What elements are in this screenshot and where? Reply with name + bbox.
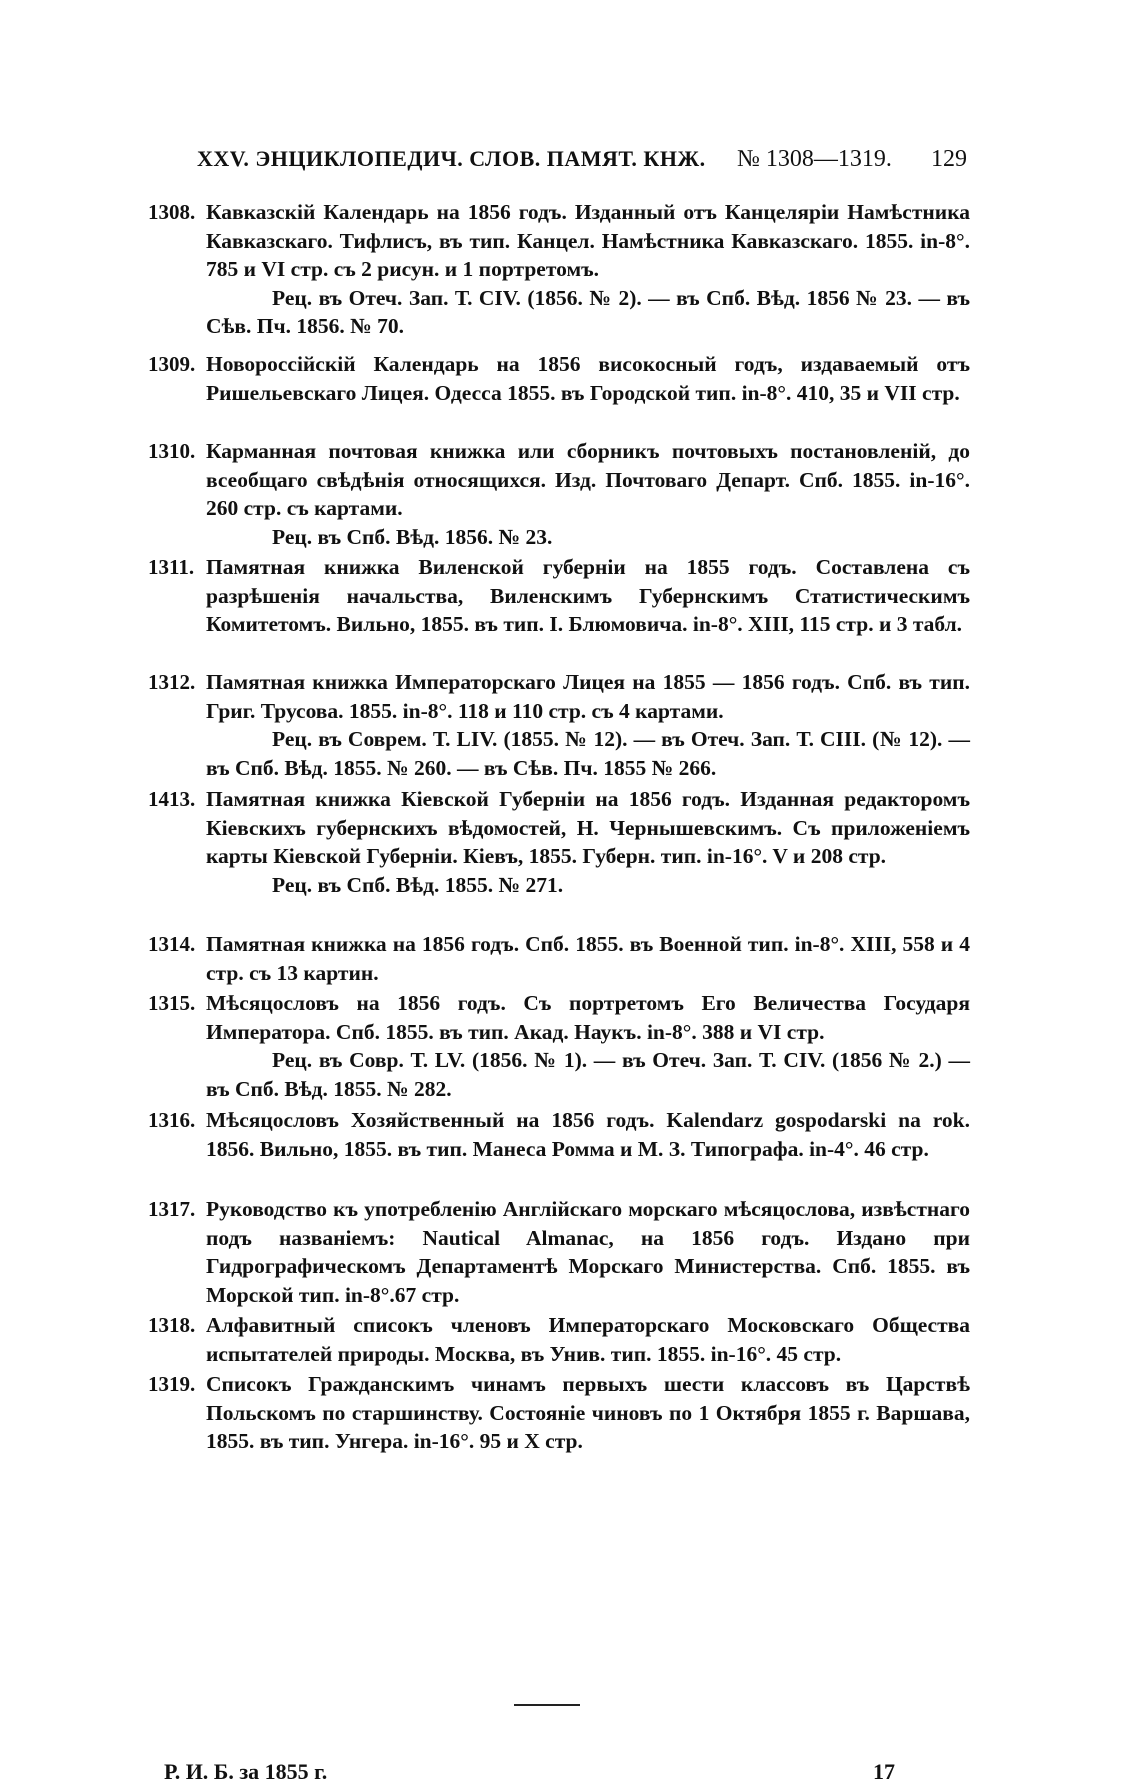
entry-text: Мѣсяцословъ на 1856 годъ. Съ портретомъ Его Величества Государя Императора. Спб. 1855. въ тип. Акад. Наукъ. in-8°. 388 и VI стр. (206, 991, 970, 1044)
entry-1309 (148, 350, 970, 407)
entry-text: Памятная книжка на 1856 годъ. Спб. 1855. въ Военной тип. in-8°. XIII, 558 и 4 стр. съ 13 картин. (206, 932, 970, 985)
entry-number: 1413. (148, 787, 196, 811)
entry-1314 (148, 930, 970, 987)
entry-text: Кавказскій Календарь на 1856 годъ. Изданный отъ Канцеляріи Намѣстника Кавказскаго. Тифлисъ, въ тип. Канцел. Намѣстника Кавказскаго. 1855. in-8°. 785 и VI стр. съ 2 рисун. и 1 портретомъ. (206, 200, 970, 281)
entry-1315 (148, 989, 970, 1103)
entry-text: Памятная книжка Кіевской Губерніи на 1856 годъ. Изданная редакторомъ Кіевскихъ губернскихъ вѣдомостей, Н. Чернышевскимъ. Съ приложеніемъ карты Кіевской Губерніи. Кіевъ, 1855. Губерн. тип. in-16°. V и 208 стр. (206, 787, 970, 868)
entry-1318 (148, 1311, 970, 1368)
running-head-title: XXV. ЭНЦИКЛОПЕДИЧ. СЛОВ. ПАМЯТ. КНЖ. (197, 146, 706, 171)
entry-text: Мѣсяцословъ Хозяйственный на 1856 годъ. Kalendarz gospodarski na rok. 1856. Вильно, 1855. въ тип. Манеса Ромма и М. З. Типографа. in-4°. 46 стр. (206, 1108, 970, 1161)
entry-text: Памятная книжка Императорскаго Лицея на 1855 — 1856 годъ. Спб. въ тип. Григ. Трусова. 1855. in-8°. 118 и 110 стр. съ 4 картами. (206, 670, 970, 723)
entry-1316 (148, 1106, 970, 1163)
entry-text: Новороссійскій Календарь на 1856 високосный годъ, издаваемый отъ Ришельевскаго Лицея. Одесса 1855. въ Городской тип. in-8°. 410, 35 и VII стр. (206, 352, 970, 405)
running-head-range: № 1308—1319. (737, 146, 892, 172)
entry-number: 1314. (148, 932, 196, 956)
entry-text: Руководство къ употребленію Англійскаго морскаго мѣсяцослова, извѣстнаго подъ названіемъ: Nautical Almanac, на 1856 годъ. Издано при Гидрографическомъ Департаментѣ Морскаго Министерства. Спб. 1855. въ Морской тип. in-8°.67 стр. (206, 1197, 970, 1307)
entry-text: Карманная почтовая книжка или сборникъ почтовыхъ постановленій, до всеобщаго свѣдѣнія относящихся. Изд. Почтоваго Департ. Спб. 1855. in-16°. 260 стр. съ картами. (206, 439, 970, 520)
section-divider (514, 1704, 580, 1706)
entry-1311 (148, 553, 970, 639)
entry-text: Алфавитный списокъ членовъ Императорскаго Московскаго Общества испытателей природы. Москва, въ Унив. тип. 1855. in-16°. 45 стр. (206, 1313, 970, 1366)
entry-number: 1308. (148, 200, 196, 224)
entry-number: 1319. (148, 1372, 196, 1396)
entry-review: Рец. въ Спб. Вѣд. 1855. № 271. (272, 872, 564, 897)
entry-1312 (148, 668, 970, 782)
entry-1308 (148, 198, 970, 341)
entry-number: 1318. (148, 1313, 196, 1337)
entry-number: 1310. (148, 439, 196, 463)
entry-text: Памятная книжка Виленской губерніи на 1855 годъ. Составлена съ разрѣшенія начальства, Виленскимъ Губернскимъ Статистическимъ Комитетомъ. Вильно, 1855. въ тип. І. Блюмовича. in-8°. XIII, 115 стр. и 3 табл. (206, 555, 970, 636)
entry-1413 (148, 785, 970, 899)
entry-number: 1309. (148, 352, 196, 376)
running-head (197, 146, 967, 178)
entry-number: 1316. (148, 1108, 196, 1132)
entry-number: 1311. (148, 555, 195, 579)
entry-review: Рец. въ Соврем. Т. LIV. (1855. № 12). — въ Отеч. Зап. Т. CIII. (№ 12). — въ Спб. Вѣд. 1855. № 260. — въ Сѣв. Пч. 1855 № 266. (206, 727, 970, 780)
entry-1310 (148, 437, 970, 551)
entry-1319 (148, 1370, 970, 1456)
footer-sheet-number: 17 (873, 1759, 895, 1784)
entry-1317 (148, 1195, 970, 1309)
page-number: 129 (931, 146, 967, 172)
entry-review: Рец. въ Совр. Т. LV. (1856. № 1). — въ Отеч. Зап. Т. CIV. (1856 № 2.) — въ Спб. Вѣд. 1855. № 282. (206, 1048, 970, 1101)
entry-number: 1317. (148, 1197, 196, 1221)
footer-signature: Р. И. Б. за 1855 г. (164, 1759, 328, 1784)
entry-review: Рец. въ Отеч. Зап. Т. CIV. (1856. № 2). — въ Спб. Вѣд. 1856 № 23. — въ Сѣв. Пч. 1856. № 70. (206, 285, 970, 338)
entry-number: 1315. (148, 991, 196, 1015)
entry-text: Списокъ Гражданскимъ чинамъ первыхъ шести классовъ въ Царствѣ Польскомъ по старшинству. Состояніе чиновъ по 1 Октября 1855 г. Варшава, 1855. въ тип. Унгера. in-16°. 95 и X стр. (206, 1372, 970, 1453)
entry-review: Рец. въ Спб. Вѣд. 1856. № 23. (272, 524, 553, 549)
entry-number: 1312. (148, 670, 196, 694)
